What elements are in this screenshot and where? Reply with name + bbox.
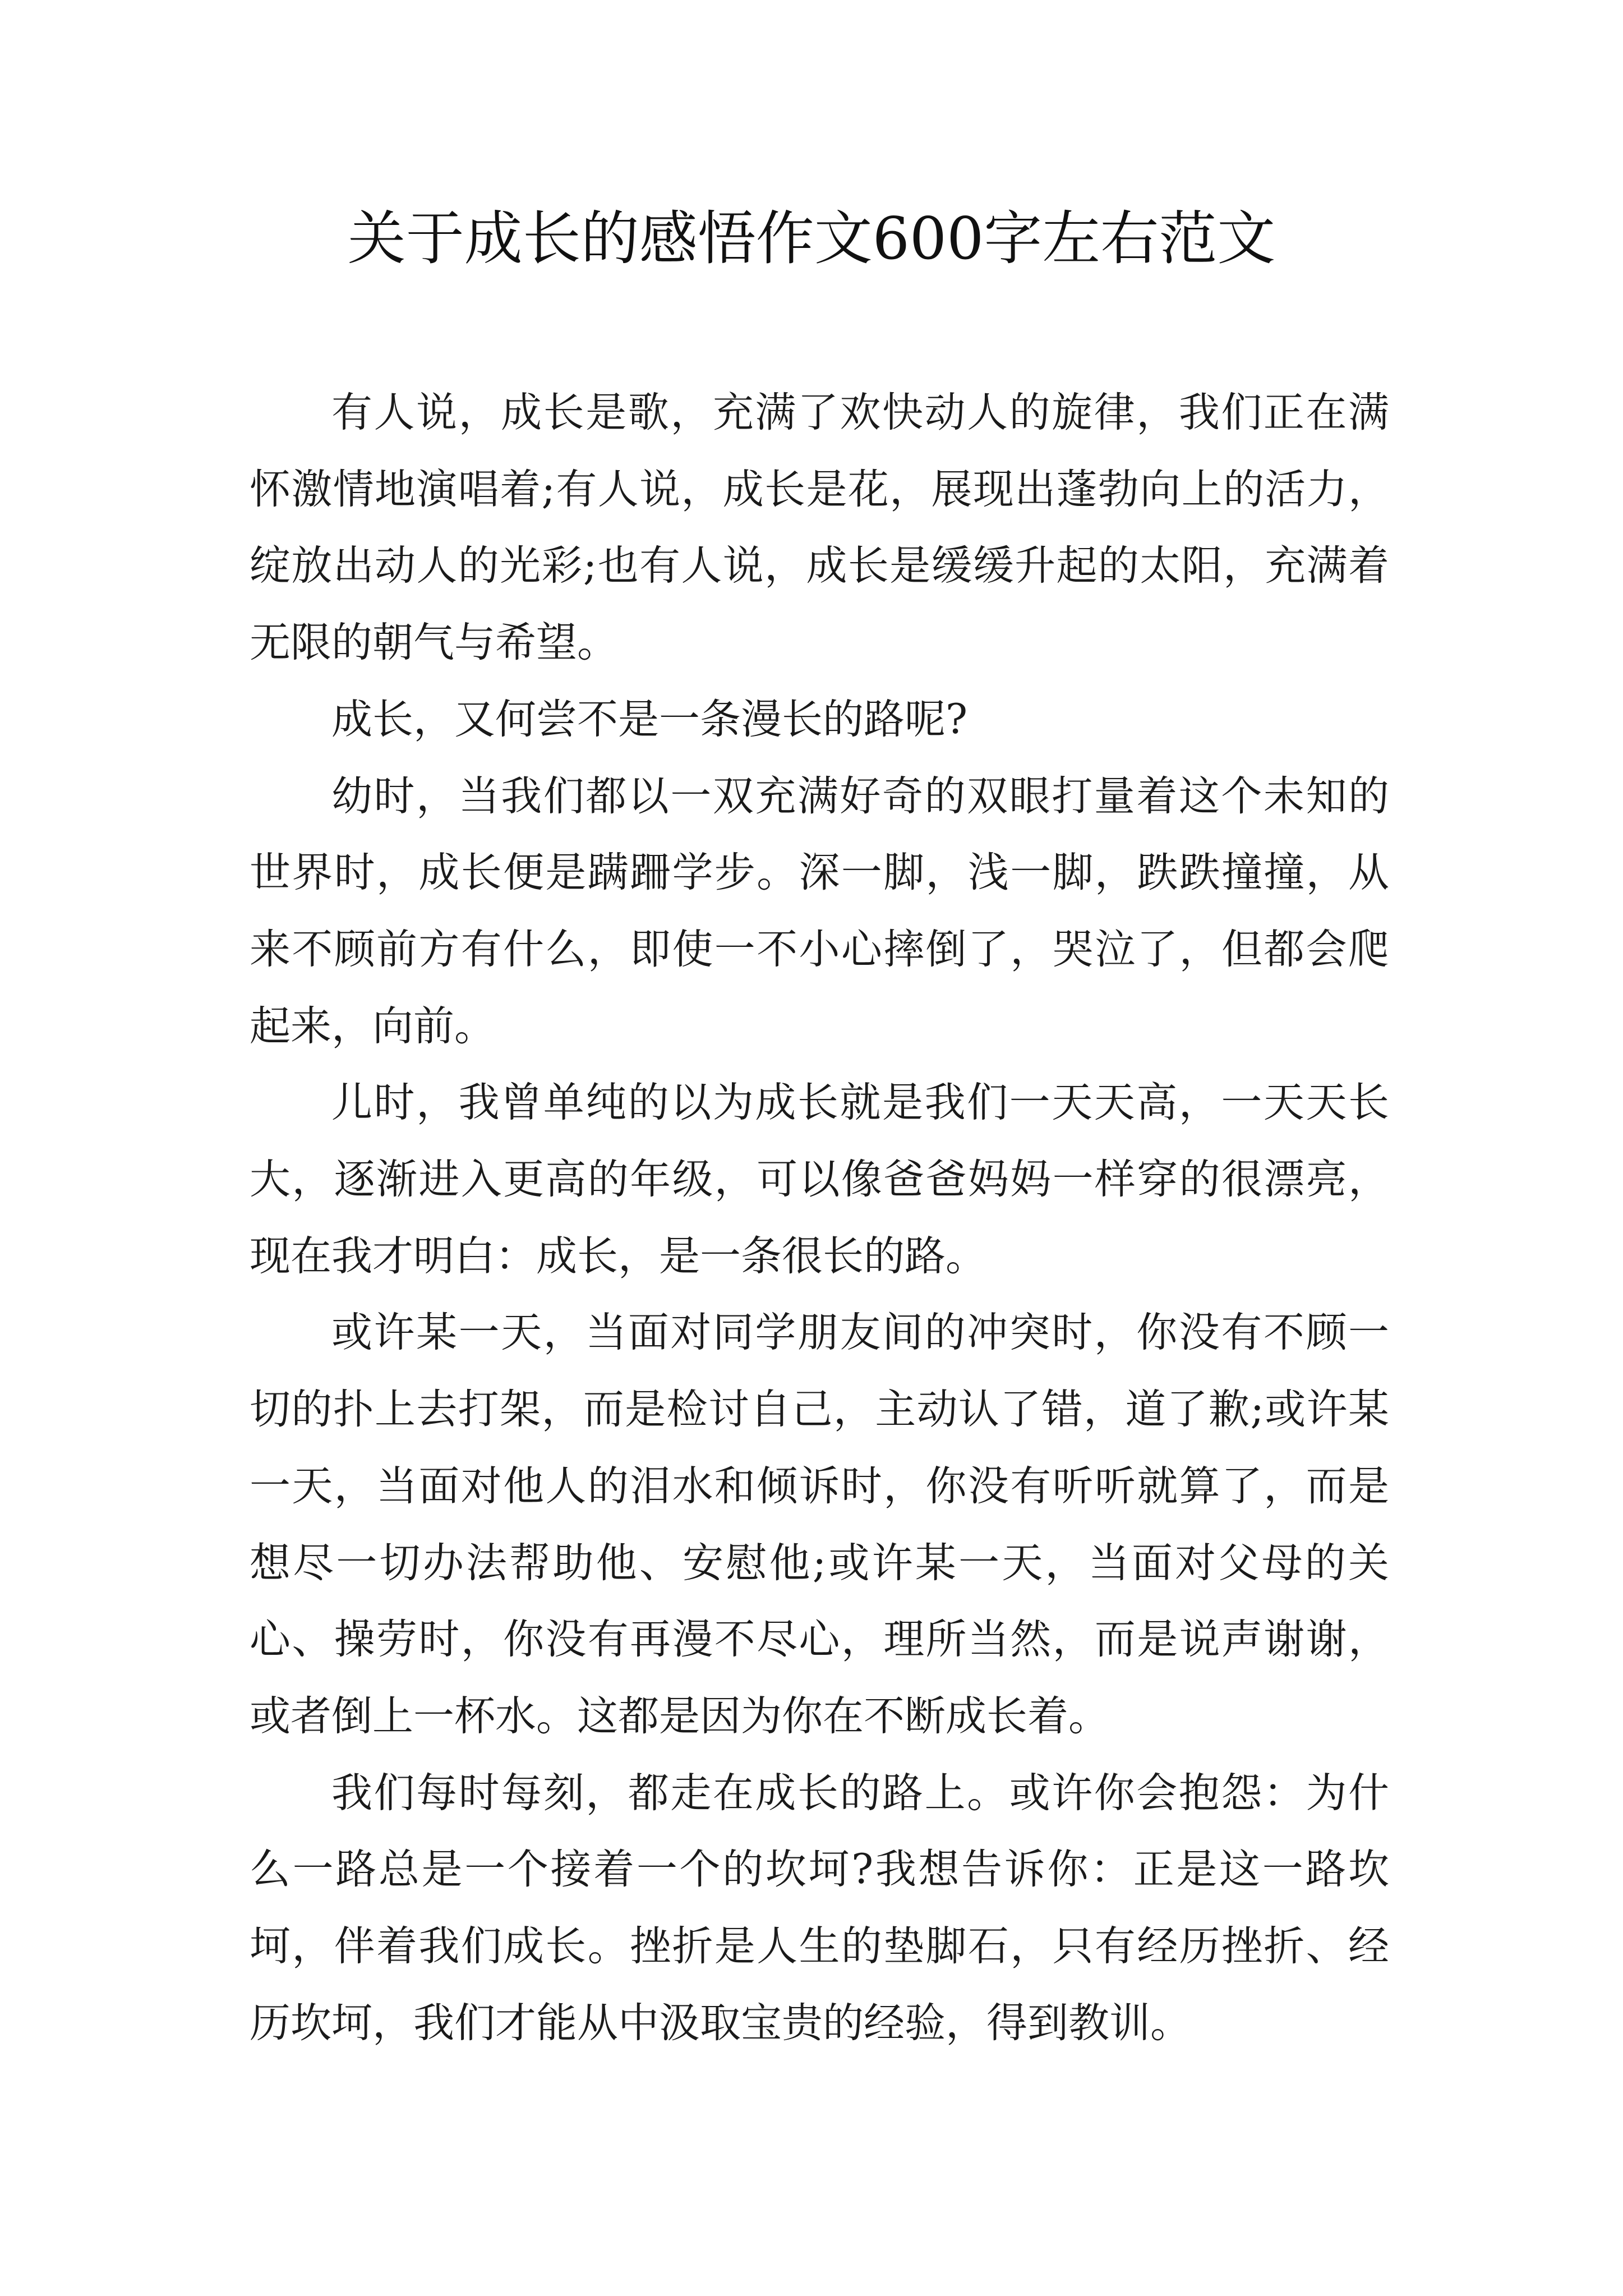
paragraph-2: 成长，又何尝不是一条漫长的路呢? [331,695,968,743]
paragraph-5: 或许某一天，当面对同学朋友间的冲突时，你没有不顾一切的扑上去打架，而是检讨自己，主动认了错，道了歉;或许某一天，当面对他人的泪水和倾诉时，你没有听听就算了，而是想尽一切办法帮助他、安慰他;或许某一天，当面对父母的关心、操劳时，你没有再漫不尽心，理所当然，而是说声谢谢，或者倒上一杯水。这都是因为你在不断成长着。 [250,1309,1389,1740]
document-title: 关于成长的感悟作文600字左右范文 [347,204,1276,273]
paragraph-3: 幼时，当我们都以一双充满好奇的双眼打量着这个未知的世界时，成长便是蹒跚学步。深一脚，浅一脚，跌跌撞撞，从来不顾前方有什么，即使一不小心摔倒了，哭泣了，但都会爬起来，向前。 [250,772,1389,1050]
document-body [250,375,1389,2062]
paragraph-6: 我们每时每刻，都走在成长的路上。或许你会抱怨：为什么一路总是一个接着一个的坎坷?我想告诉你：正是这一路坎坷，伴着我们成长。挫折是人生的垫脚石，只有经历挫折、经历坎坷，我们才能从中汲取宝贵的经验，得到教训。 [250,1769,1389,2047]
paragraph-1: 有人说，成长是歌，充满了欢快动人的旋律，我们正在满怀激情地演唱着;有人说，成长是花，展现出蓬勃向上的活力，绽放出动人的光彩;也有人说，成长是缓缓升起的太阳，充满着无限的朝气与希望。 [250,389,1389,667]
paragraph-4: 儿时，我曾单纯的以为成长就是我们一天天高，一天天长大，逐渐进入更高的年级，可以像爸爸妈妈一样穿的很漂亮，现在我才明白：成长，是一条很长的路。 [250,1079,1389,1280]
